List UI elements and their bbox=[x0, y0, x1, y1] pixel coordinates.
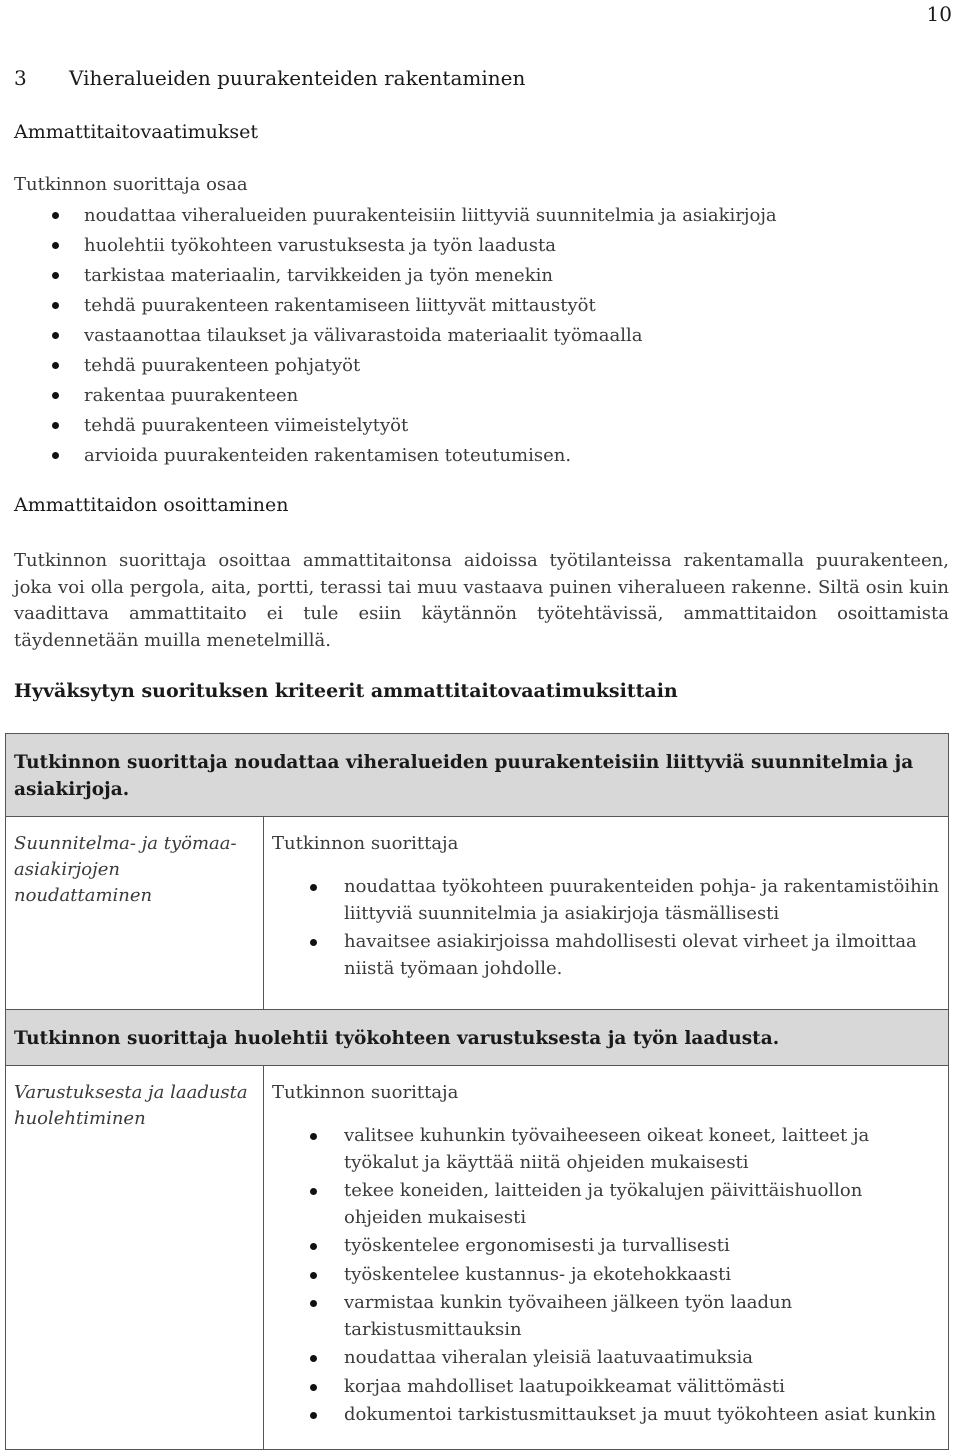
list-item-text: noudattaa viheralan yleisiä laatuvaatimuksia bbox=[344, 1347, 753, 1368]
criteria-header-2: Tutkinnon suorittaja huolehtii työkohteen varustuksesta ja työn laadusta. bbox=[6, 1010, 949, 1066]
list-item bbox=[14, 321, 777, 351]
bullet-icon bbox=[310, 1188, 317, 1195]
list-item-text: tehdä puurakenteen viimeistelytyöt bbox=[84, 415, 409, 436]
list-item-text: työskentelee ergonomisesti ja turvallisesti bbox=[344, 1235, 730, 1256]
table-row bbox=[6, 734, 949, 817]
table-row bbox=[6, 1010, 949, 1066]
list-item-text: rakentaa puurakenteen bbox=[84, 385, 299, 406]
table-row bbox=[6, 817, 949, 1010]
criteria-lead: Tutkinnon suorittaja bbox=[272, 833, 459, 854]
bullet-icon bbox=[310, 1384, 317, 1391]
list-item-text: noudattaa viheralueiden puurakenteisiin liittyviä suunnitelmia ja asiakirjoja bbox=[84, 205, 777, 226]
bullet-icon bbox=[310, 1412, 317, 1419]
chapter-heading bbox=[14, 66, 525, 90]
criteria-area-1: Suunnitelma- ja työmaa-asiakirjojen noudattaminen bbox=[6, 817, 264, 1010]
list-item bbox=[14, 441, 777, 471]
demonstration-text: Tutkinnon suorittaja osoittaa ammattitaitonsa aidoissa työtilanteissa rakentamalla puurakenteen, joka voi olla pergola, aita, portti, terassi tai muu vastaava puinen viheralueen rakenne. Siltä osin kuin vaadittava ammattitaito ei tule esiin käytännön työtehtävissä, ammattitaidon osoittamista täydennetään muilla menetelmillä. bbox=[14, 550, 949, 651]
list-item-text: tehdä puurakenteen pohjatyöt bbox=[84, 355, 361, 376]
criteria-description-2 bbox=[264, 1066, 949, 1450]
bullet-icon bbox=[52, 452, 59, 459]
list-item bbox=[14, 381, 777, 411]
list-item bbox=[14, 231, 777, 261]
bullet-icon bbox=[52, 332, 59, 339]
criteria-list bbox=[272, 874, 940, 984]
list-item bbox=[272, 1374, 940, 1403]
list-item-text: tehdä puurakenteen rakentamiseen liittyvät mittaustyöt bbox=[84, 295, 596, 316]
criteria-area-2: Varustuksesta ja laadusta huolehtiminen bbox=[6, 1066, 264, 1450]
list-item bbox=[14, 201, 777, 231]
list-item bbox=[14, 291, 777, 321]
list-item bbox=[272, 1402, 940, 1431]
bullet-icon bbox=[310, 1355, 317, 1362]
chapter-title: Viheralueiden puurakenteiden rakentaminen bbox=[69, 66, 526, 90]
list-item bbox=[272, 929, 940, 984]
list-item bbox=[272, 874, 940, 929]
list-item bbox=[272, 1233, 940, 1262]
criteria-lead: Tutkinnon suorittaja bbox=[272, 1082, 459, 1103]
list-item-text: korjaa mahdolliset laatupoikkeamat välittömästi bbox=[344, 1375, 785, 1397]
bullet-icon bbox=[310, 1133, 317, 1140]
list-item bbox=[272, 1290, 940, 1345]
list-item bbox=[14, 411, 777, 441]
requirements-intro: Tutkinnon suorittaja osaa bbox=[14, 174, 248, 195]
criteria-header-1: Tutkinnon suorittaja noudattaa viheralueiden puurakenteisiin liittyviä suunnitelmia ja asiakirjoja. bbox=[6, 734, 949, 817]
list-item-text: tekee koneiden, laitteiden ja työkalujen päivittäishuollon ohjeiden mukaisesti bbox=[344, 1180, 863, 1228]
chapter-number: 3 bbox=[14, 66, 27, 90]
list-item bbox=[14, 261, 777, 291]
list-item-text: varmistaa kunkin työvaiheen jälkeen työn laadun tarkistusmittauksin bbox=[344, 1292, 793, 1340]
bullet-icon bbox=[310, 1272, 317, 1279]
list-item bbox=[272, 1123, 940, 1178]
table-row bbox=[6, 1066, 949, 1450]
bullet-icon bbox=[310, 939, 317, 946]
list-item-text: huolehtii työkohteen varustuksesta ja työn laadusta bbox=[84, 235, 556, 256]
bullet-icon bbox=[52, 362, 59, 369]
bullet-icon bbox=[52, 302, 59, 309]
list-item-text: noudattaa työkohteen puurakenteiden pohja- ja rakentamistöihin liittyviä suunnitelmia ja asiakirjoja täsmällisesti bbox=[344, 876, 940, 924]
requirements-heading: Ammattitaitovaatimukset bbox=[14, 121, 259, 143]
list-item-text: havaitsee asiakirjoissa mahdollisesti olevat virheet ja ilmoittaa niistä työmaan johdolle. bbox=[344, 931, 917, 979]
list-item-text: arvioida puurakenteiden rakentamisen toteutumisen. bbox=[84, 445, 572, 466]
list-item-text: tarkistaa materiaalin, tarvikkeiden ja työn menekin bbox=[84, 265, 553, 286]
bullet-icon bbox=[52, 392, 59, 399]
list-item bbox=[272, 1262, 940, 1291]
demonstration-heading: Ammattitaidon osoittaminen bbox=[14, 494, 289, 516]
bullet-icon bbox=[52, 242, 59, 249]
criteria-table bbox=[5, 733, 949, 1450]
bullet-icon bbox=[52, 422, 59, 429]
list-item bbox=[14, 351, 777, 381]
list-item-text: dokumentoi tarkistusmittaukset ja muut työkohteen asiat kunkin bbox=[344, 1404, 937, 1425]
list-item-text: valitsee kuhunkin työvaiheeseen oikeat koneet, laitteet ja työkalut ja käyttää niitä ohjeiden mukaisesti bbox=[344, 1125, 870, 1173]
bullet-icon bbox=[310, 1300, 317, 1307]
list-item-text: työskentelee kustannus- ja ekotehokkaasti bbox=[344, 1263, 732, 1285]
bullet-icon bbox=[310, 1243, 317, 1250]
requirements-list bbox=[14, 201, 777, 471]
list-item bbox=[272, 1345, 940, 1374]
bullet-icon bbox=[310, 884, 317, 891]
page-number: 10 bbox=[926, 2, 952, 26]
list-item-text: vastaanottaa tilaukset ja välivarastoida materiaalit työmaalla bbox=[84, 325, 643, 346]
criteria-heading: Hyväksytyn suorituksen kriteerit ammattitaitovaatimuksittain bbox=[14, 680, 678, 702]
list-item bbox=[272, 1178, 940, 1233]
criteria-list bbox=[272, 1123, 940, 1431]
bullet-icon bbox=[52, 212, 59, 219]
criteria-description-1 bbox=[264, 817, 949, 1010]
bullet-icon bbox=[52, 272, 59, 279]
